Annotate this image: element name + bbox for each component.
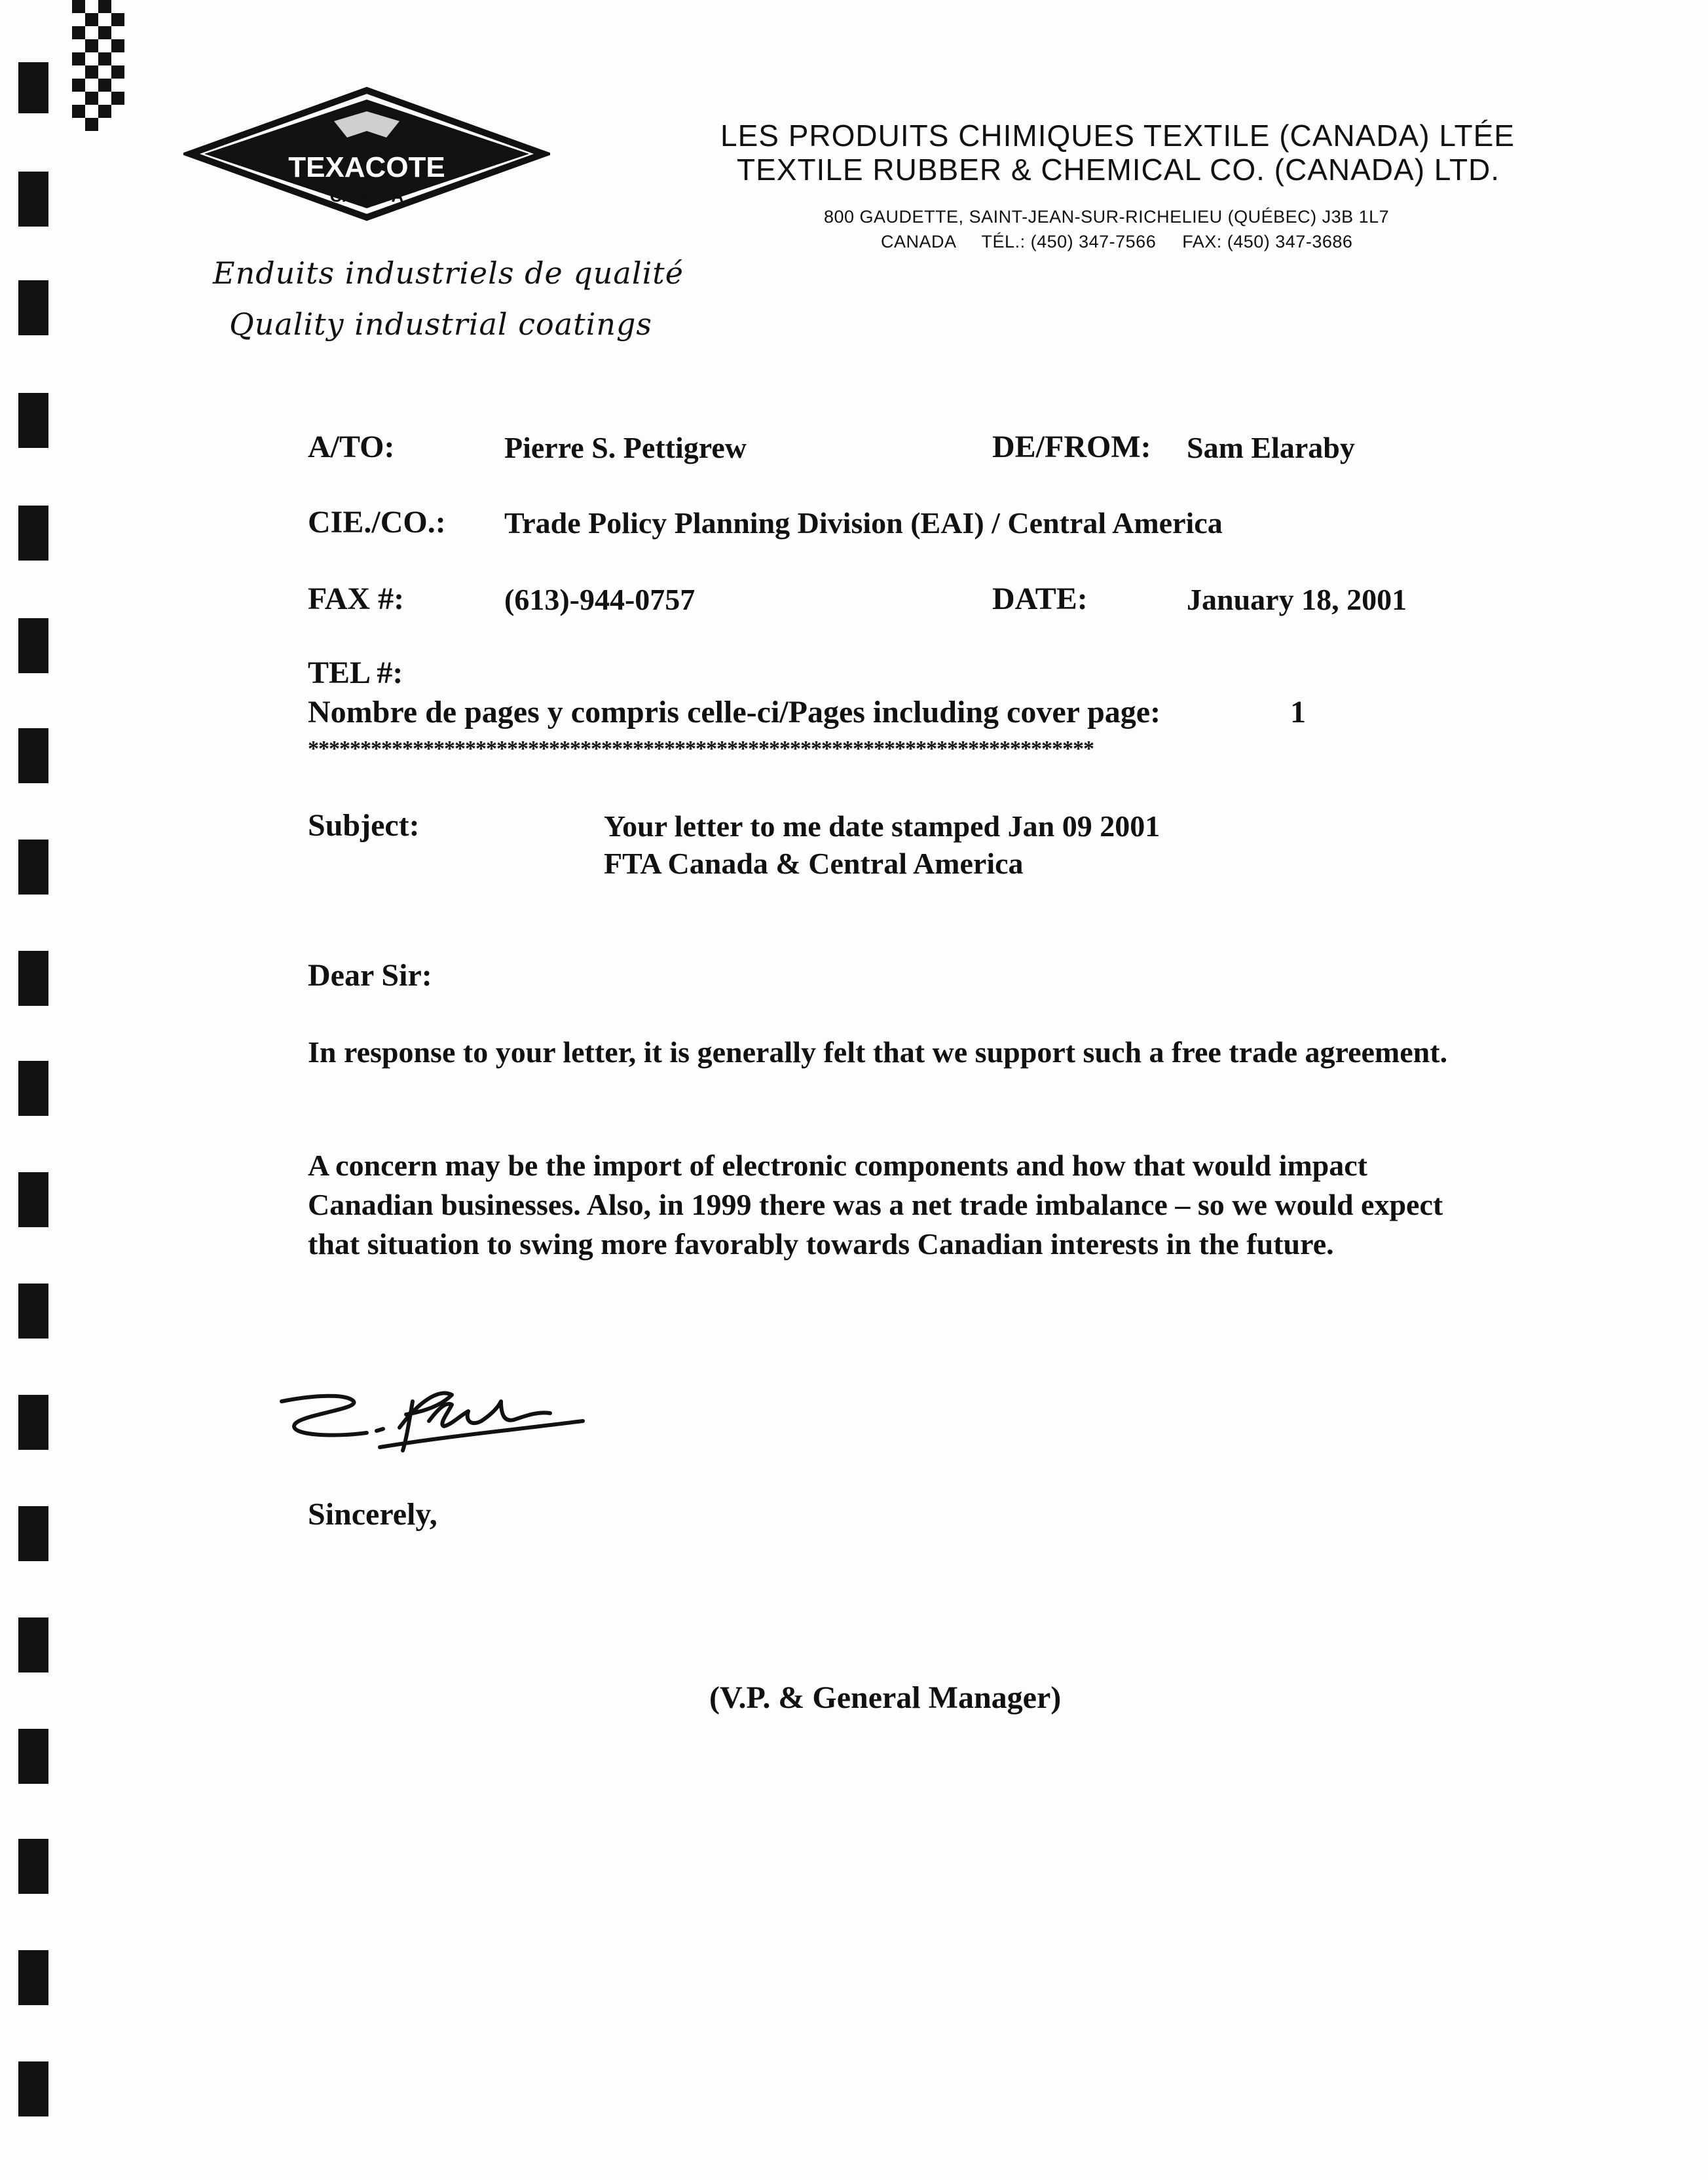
logo-text: TEXACOTE <box>288 151 445 183</box>
from-value: Sam Elaraby <box>1187 431 1355 464</box>
closing: Sincerely, <box>308 1497 437 1532</box>
separator-line: *************************************************************************** <box>308 737 1094 761</box>
to-value: Pierre S. Pettigrew <box>504 431 747 464</box>
company-address: 800 GAUDETTE, SAINT-JEAN-SUR-RICHELIEU (QUÉBEC) J3B 1L7 <box>824 207 1390 227</box>
subject-label: Subject: <box>308 808 420 843</box>
date-label: DATE: <box>992 582 1088 616</box>
from-label: DE/FROM: <box>992 430 1151 464</box>
company-contact: CANADA TÉL.: (450) 347-7566 FAX: (450) 347-3686 <box>881 232 1353 251</box>
pages-value: 1 <box>1290 695 1306 730</box>
handwritten-signature <box>275 1375 616 1460</box>
salutation: Dear Sir: <box>308 958 432 993</box>
pages-label: Nombre de pages y compris celle-ci/Pages including cover page: <box>308 695 1161 730</box>
tel-label: TEL #: <box>308 656 403 690</box>
subject-line-2: FTA Canada & Central America <box>604 847 1024 880</box>
company-value: Trade Policy Planning Division (EAI) / Central America <box>504 506 1223 540</box>
company-name-english: TEXTILE RUBBER & CHEMICAL CO. (CANADA) LTD. <box>737 153 1500 187</box>
tagline-french: Enduits industriels de qualité <box>213 255 684 291</box>
signature-title: (V.P. & General Manager) <box>709 1680 1062 1715</box>
logo-subtext: CANADA <box>329 186 404 206</box>
company-logo <box>183 85 550 223</box>
fax-label: FAX #: <box>308 582 405 616</box>
to-label: A/TO: <box>308 430 395 464</box>
tagline-english: Quality industrial coatings <box>229 306 653 342</box>
fax-value: (613)-944-0757 <box>504 583 696 616</box>
checker-pattern <box>65 0 131 131</box>
date-value: January 18, 2001 <box>1187 583 1407 616</box>
paragraph-2: A concern may be the import of electronic components and how that would impact Canadian businesses. Also, in 1999 there was a net trade imbalance – so we would expect that situation to swing more favorably towards Canadian interests in the future. <box>308 1149 1443 1261</box>
binder-strip <box>0 0 65 2180</box>
company-name-french: LES PRODUITS CHIMIQUES TEXTILE (CANADA) LTÉE <box>720 119 1515 153</box>
subject-line-1: Your letter to me date stamped Jan 09 2001 <box>604 809 1160 843</box>
paragraph-1: In response to your letter, it is generally felt that we support such a free trade agreement. <box>308 1035 1448 1069</box>
company-label: CIE./CO.: <box>308 505 446 540</box>
